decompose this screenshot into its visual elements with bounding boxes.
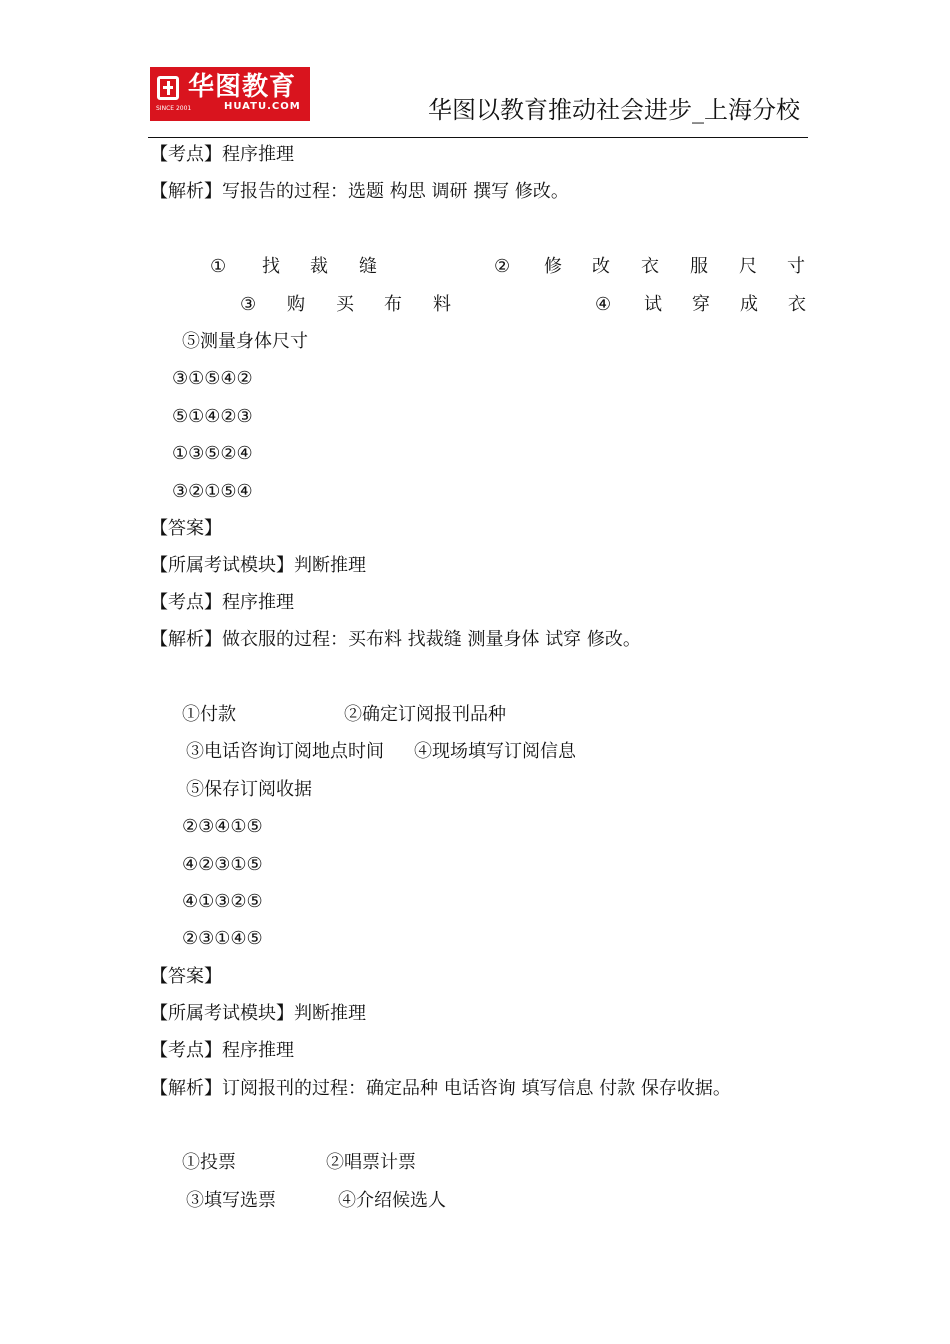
q2-answer: 【答案】 (150, 518, 222, 539)
logo-url: HUATU.COM (224, 101, 301, 112)
q2-option-d: ③②①⑤④ (172, 481, 253, 502)
jiexi-line: 【解析】写报告的过程：选题 构思 调研 撰写 修改。 (150, 181, 569, 202)
q2-option-b: ⑤①④②③ (172, 406, 253, 427)
q4-item-2: ②唱票计票 (326, 1152, 416, 1173)
q2-item-char: 衣 (788, 294, 806, 315)
q2-item-char: 改 (592, 256, 610, 277)
q2-item-char: 尺 (739, 256, 757, 277)
q2-item-char: 衣 (641, 256, 659, 277)
q2-item-char: 穿 (692, 294, 710, 315)
q4-item-3: ③填写选票 (186, 1190, 276, 1211)
q2-item-char: 买 (336, 294, 354, 315)
q3-item-2: ②确定订阅报刊品种 (344, 704, 506, 725)
q3-item-1: ①付款 (182, 704, 236, 725)
q3-answer: 【答案】 (150, 966, 222, 987)
q3-item-4: ④现场填写订阅信息 (414, 741, 576, 762)
q3-item-3: ③电话咨询订阅地点时间 (186, 741, 384, 762)
kaodian-line: 【考点】程序推理 (150, 144, 294, 165)
q2-item-char: 购 (287, 294, 305, 315)
q2-kaodian: 【考点】程序推理 (150, 592, 294, 613)
q3-option-a: ②③④①⑤ (182, 816, 263, 837)
header-slogan: 华图以教育推动社会进步_上海分校 (428, 96, 800, 124)
q2-item-char: 裁 (310, 256, 328, 277)
header-divider (148, 137, 808, 138)
q2-item-char: 成 (740, 294, 758, 315)
q2-option-c: ①③⑤②④ (172, 443, 253, 464)
q3-jiexi: 【解析】订阅报刊的过程：确定品种 电话咨询 填写信息 付款 保存收据。 (150, 1078, 731, 1099)
logo-name: 华图教育 (188, 72, 297, 102)
q2-items-row-1 (0, 255, 950, 279)
q3-option-c: ④①③②⑤ (182, 891, 263, 912)
q2-item-char: 找 (262, 256, 280, 277)
q2-option-a: ③①⑤④② (172, 368, 253, 389)
logo-since: SINCE 2001 (156, 105, 192, 112)
q2-item-char: ② (494, 256, 511, 277)
q2-items-row-2 (0, 293, 950, 317)
q2-item-char: ③ (240, 294, 257, 315)
q2-item-char: 修 (544, 256, 562, 277)
q2-module: 【所属考试模块】判断推理 (150, 555, 366, 576)
q3-option-d: ②③①④⑤ (182, 928, 263, 949)
q2-item-char: 料 (433, 294, 451, 315)
q2-item-char: 缝 (359, 256, 377, 277)
q2-item-char: 寸 (787, 256, 805, 277)
q4-item-4: ④介绍候选人 (338, 1190, 446, 1211)
huatu-logo (150, 67, 310, 121)
q3-option-b: ④②③①⑤ (182, 854, 263, 875)
q3-kaodian: 【考点】程序推理 (150, 1040, 294, 1061)
q2-item-char: 试 (644, 294, 662, 315)
huatu-logo-icon (157, 76, 179, 100)
q3-module: 【所属考试模块】判断推理 (150, 1003, 366, 1024)
q2-item-5: ⑤测量身体尺寸 (182, 331, 308, 352)
q2-item-char: 服 (690, 256, 708, 277)
q2-item-char: ① (210, 256, 227, 277)
q2-item-char: 布 (384, 294, 402, 315)
q3-item-5: ⑤保存订阅收据 (186, 779, 312, 800)
q2-item-char: ④ (595, 294, 612, 315)
q4-item-1: ①投票 (182, 1152, 236, 1173)
q2-jiexi: 【解析】做衣服的过程：买布料 找裁缝 测量身体 试穿 修改。 (150, 629, 641, 650)
